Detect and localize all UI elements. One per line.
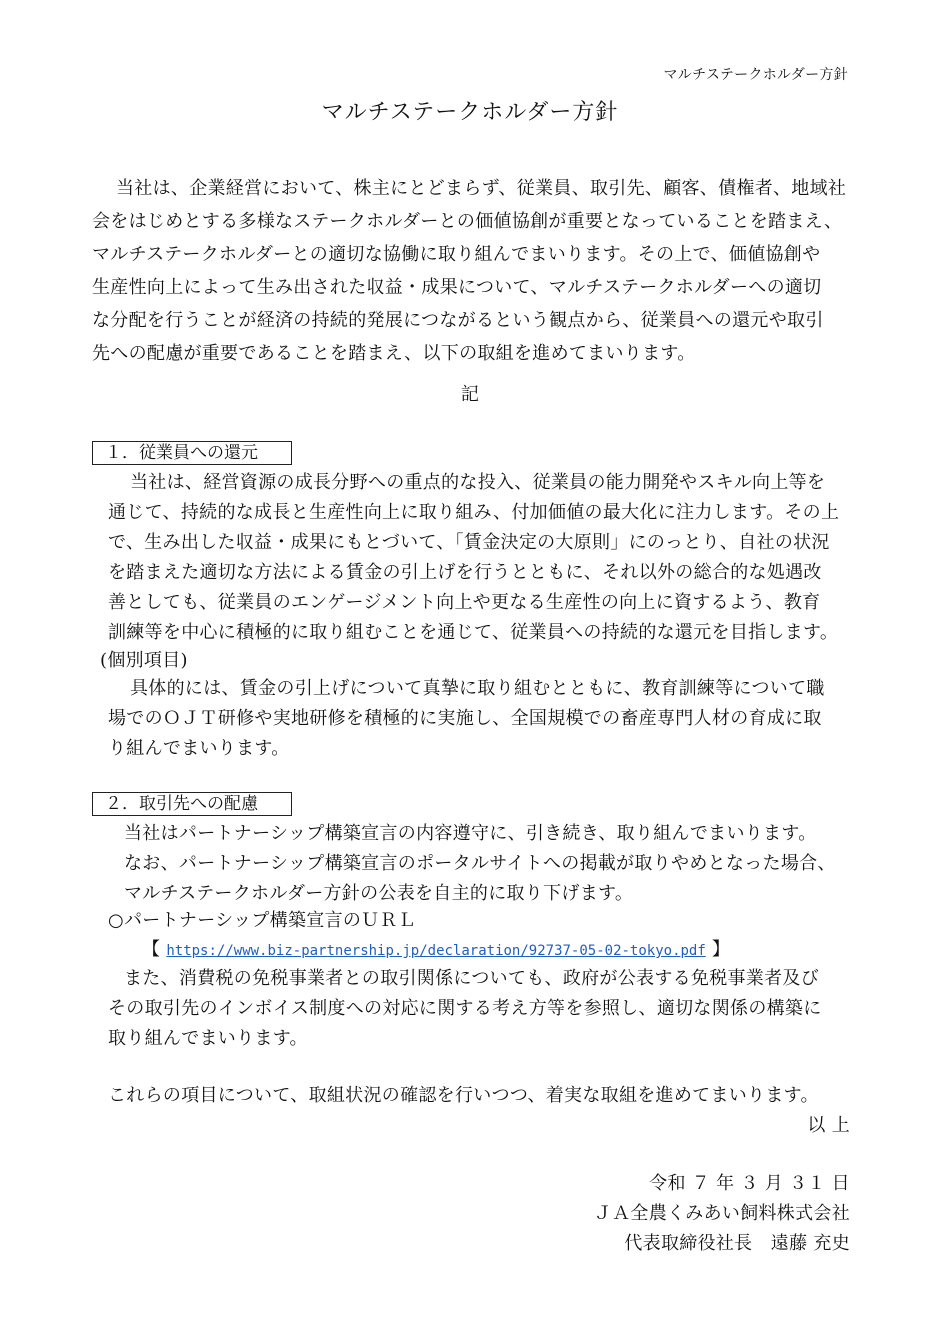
- section2-line: また、消費税の免税事業者との取引関係についても、政府が公表する免税事業者及び: [124, 968, 820, 989]
- section1-line: 訓練等を中心に積極的に取り組むことを通じて、従業員への持続的な還元を目指します。: [108, 622, 839, 643]
- section1-line: 当社は、経営資源の成長分野への重点的な投入、従業員の能力開発やスキル向上等を: [130, 472, 826, 493]
- section1-line: を踏まえた適切な方法による賃金の引上げを行うとともに、それ以外の総合的な処遇改: [108, 562, 822, 583]
- closing-statement: これらの項目について、取組状況の確認を行いつつ、着実な取組を進めてまいります。: [108, 1085, 819, 1106]
- intro-line: 当社は、企業経営において、株主にとどまらず、従業員、取引先、顧客、債権者、地域社: [116, 178, 847, 199]
- company-name: ＪＡ全農くみあい飼料株式会社: [593, 1203, 850, 1224]
- declaration-url-link[interactable]: https://www.biz-partnership.jp/declaration/92737-05-02-tokyo.pdf: [166, 943, 706, 959]
- section1-subheading: (個別項目): [100, 650, 188, 671]
- date: 令和 ７ 年 ３ 月 ３１ 日: [649, 1173, 850, 1194]
- url-bracket-open: 【: [142, 939, 161, 960]
- section2-line: その取引先のインボイス制度への対応に関する考え方等を参照し、適切な関係の構築に: [108, 998, 822, 1019]
- page-title: マルチステークホルダー方針: [321, 100, 619, 125]
- intro-line: な分配を行うことが経済の持続的発展につながるという観点から、従業員への還元や取引: [92, 310, 824, 331]
- section1-sub-line: 場でのＯＪＴ研修や実地研修を積極的に実施し、全国規模での畜産専門人材の育成に取: [108, 708, 822, 729]
- section1-sub-line: 具体的には、賃金の引上げについて真摯に取り組むとともに、教育訓練等について職: [130, 678, 825, 699]
- intro-line: 先への配慮が重要であることを踏まえ、以下の取組を進めてまいります。: [92, 343, 696, 364]
- signatory: 代表取締役社長 遠藤 充史: [624, 1233, 850, 1254]
- section2-line: 取り組んでまいります。: [108, 1028, 308, 1049]
- section2-line: 当社はパートナーシップ構築宣言の内容遵守に、引き続き、取り組んでまいります。: [124, 823, 817, 844]
- section1-sub-line: り組んでまいります。: [108, 738, 290, 759]
- intro-line: 生産性向上によって生み出された収益・成果について、マルチステークホルダーへの適切: [92, 277, 822, 298]
- section2-heading: ２．取引先への配慮: [92, 792, 292, 816]
- section2-line: なお、パートナーシップ構築宣言のポータルサイトへの掲載が取りやめとなった場合、: [124, 853, 836, 874]
- section1-line: 通じて、持続的な成長と生産性向上に取り組み、付加価値の最大化に注力します。その上: [108, 502, 840, 523]
- url-label: ○パートナーシップ構築宣言のＵＲＬ: [108, 910, 417, 931]
- intro-line: マルチステークホルダーとの適切な協働に取り組んでまいります。その上で、価値協創や: [92, 244, 821, 265]
- section1-line: 善としても、従業員のエンゲージメント向上や更なる生産性の向上に資するよう、教育: [108, 592, 821, 613]
- running-header: マルチステークホルダー方針: [663, 67, 848, 83]
- section1-heading: １．従業員への還元: [92, 441, 292, 465]
- intro-line: 会をはじめとする多様なステークホルダーとの価値協創が重要となっていることを踏まえ、: [92, 211, 843, 232]
- url-bracket-close: 】: [711, 939, 731, 960]
- ki-mark: 記: [460, 384, 480, 405]
- section2-line: マルチステークホルダー方針の公表を自主的に取り下げます。: [124, 883, 634, 904]
- section1-line: で、生み出した収益・成果にもとづいて、「賃金決定の大原則」にのっとり、自社の状況: [108, 532, 830, 553]
- ijou: 以 上: [807, 1115, 850, 1136]
